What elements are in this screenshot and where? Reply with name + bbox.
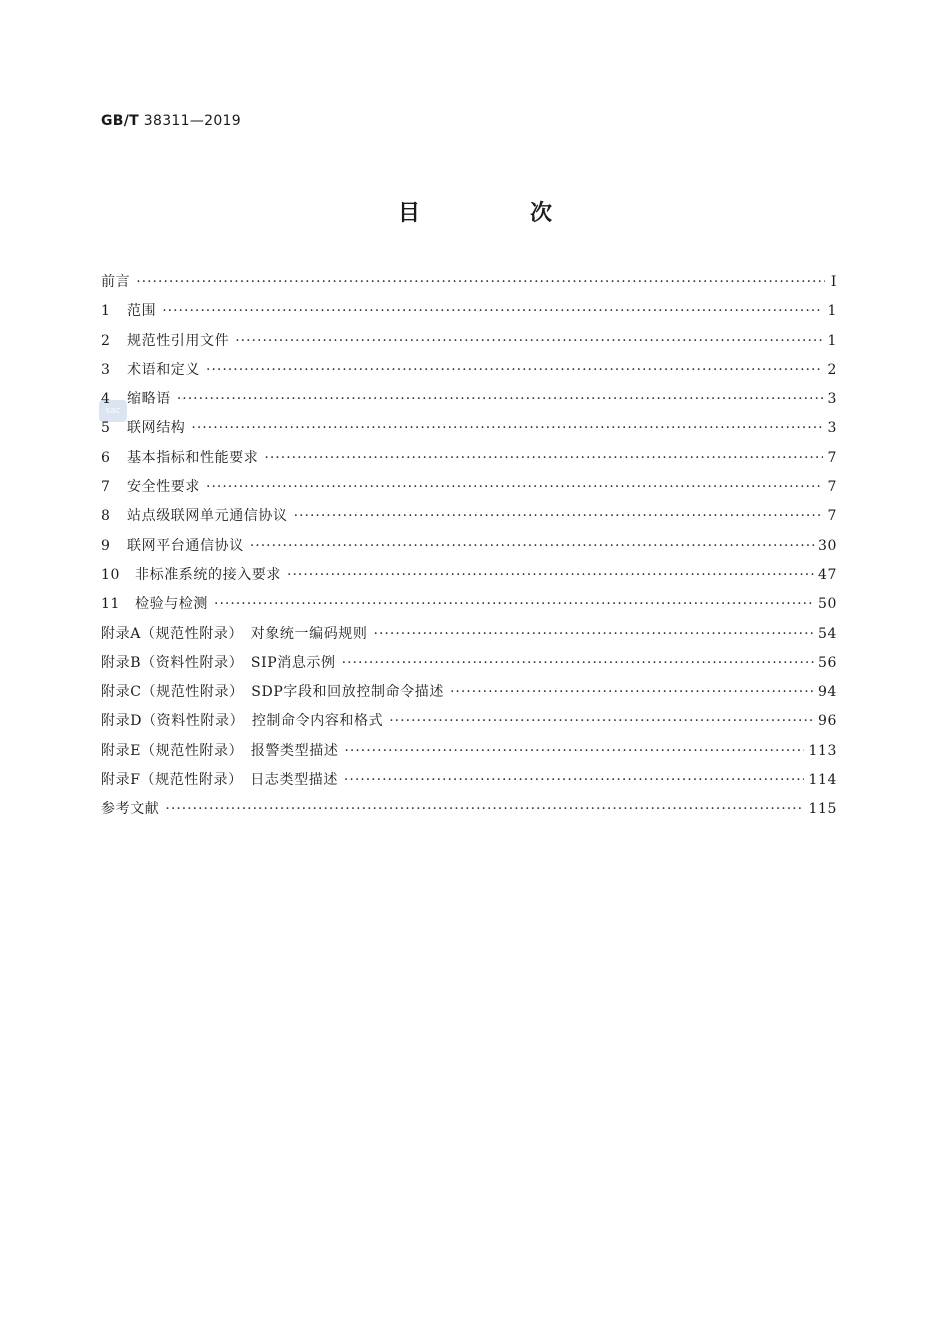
toc-entry[interactable] xyxy=(101,710,837,739)
toc-entry-label: 术语和定义 xyxy=(127,361,200,378)
toc-entry[interactable] xyxy=(101,740,837,769)
toc-leader-dots xyxy=(177,391,824,407)
toc-entry-page: 1 xyxy=(827,303,837,320)
toc-leader-dots xyxy=(264,450,823,466)
toc-leader-dots xyxy=(165,801,804,817)
toc-leader-dots xyxy=(206,362,823,378)
toc-entry-page: Ⅰ xyxy=(830,274,837,290)
toc-entry-number: 5 xyxy=(101,420,111,437)
toc-entry[interactable] xyxy=(101,681,837,710)
toc-entry[interactable] xyxy=(101,769,837,798)
toc-entry-number: 9 xyxy=(101,537,111,554)
toc-entry[interactable] xyxy=(101,271,837,300)
standard-code xyxy=(101,113,241,129)
toc-entry[interactable] xyxy=(101,476,837,505)
toc-entry[interactable] xyxy=(101,623,837,652)
toc-entry-page: 3 xyxy=(827,391,837,408)
toc-entry-page: 1 xyxy=(827,332,837,349)
toc-entry-label: 附录A（规范性附录） 对象统一编码规则 xyxy=(101,625,368,642)
toc-entry-page: 115 xyxy=(808,801,837,818)
toc-entry-label: 附录B（资料性附录） SIP消息示例 xyxy=(101,654,336,671)
toc-entry-label: 基本指标和性能要求 xyxy=(127,449,259,466)
toc-entry-label: 前言 xyxy=(101,274,131,290)
toc-entry[interactable] xyxy=(101,505,837,534)
standard-prefix: GB/T xyxy=(101,113,140,129)
toc-entry[interactable] xyxy=(101,593,837,622)
toc-leader-dots xyxy=(344,743,804,759)
toc-entry-page: 7 xyxy=(827,479,837,496)
toc-leader-dots xyxy=(214,596,814,612)
toc-entry-label: 安全性要求 xyxy=(127,479,200,496)
toc-leader-dots xyxy=(191,420,823,436)
toc-entry-page: 47 xyxy=(817,566,837,583)
toc-entry[interactable] xyxy=(101,535,837,564)
toc-entry[interactable] xyxy=(101,359,837,388)
toc-entry-number: 10 xyxy=(101,566,121,583)
toc-entry-number: 2 xyxy=(101,332,111,349)
toc-entry-number: 1 xyxy=(101,303,111,320)
toc-leader-dots xyxy=(250,538,814,554)
toc-leader-dots xyxy=(206,479,823,495)
table-of-contents xyxy=(101,271,837,828)
toc-entry-label: 检验与检测 xyxy=(135,596,208,613)
toc-entry-label: 参考文献 xyxy=(101,801,160,818)
toc-entry-label: 附录D（资料性附录） 控制命令内容和格式 xyxy=(101,713,384,730)
toc-entry-label: 站点级联网单元通信协议 xyxy=(127,508,288,525)
toc-entry-label: 附录F（规范性附录） 日志类型描述 xyxy=(101,772,338,789)
toc-leader-dots xyxy=(374,626,814,642)
toc-entry-label: 范围 xyxy=(127,303,157,320)
toc-leader-dots xyxy=(136,274,825,290)
toc-entry-page: 113 xyxy=(808,742,837,759)
toc-entry-label: 联网平台通信协议 xyxy=(127,537,244,554)
toc-leader-dots xyxy=(342,655,814,671)
toc-entry-label: 联网结构 xyxy=(127,420,186,437)
toc-leader-dots xyxy=(287,567,814,583)
toc-entry[interactable] xyxy=(101,417,837,446)
toc-entry[interactable] xyxy=(101,300,837,329)
toc-entry-page: 94 xyxy=(817,684,837,701)
toc-entry-page: 7 xyxy=(827,449,837,466)
toc-entry-page: 30 xyxy=(817,537,837,554)
toc-entry-number: 11 xyxy=(101,596,121,613)
toc-entry[interactable] xyxy=(101,388,837,417)
toc-leader-dots xyxy=(235,333,823,349)
toc-leader-dots xyxy=(389,713,814,729)
toc-leader-dots xyxy=(450,684,814,700)
toc-entry-label: 附录C（规范性附录） SDP字段和回放控制命令描述 xyxy=(101,684,444,701)
toc-entry[interactable] xyxy=(101,798,837,827)
page-title: 目 次 xyxy=(397,201,596,226)
toc-leader-dots xyxy=(344,772,805,788)
toc-entry-number: 7 xyxy=(101,479,111,496)
toc-entry[interactable] xyxy=(101,447,837,476)
toc-entry-number: 8 xyxy=(101,508,111,525)
toc-entry-page: 114 xyxy=(808,772,837,789)
toc-entry-page: 54 xyxy=(817,625,837,642)
toc-entry-label: 缩略语 xyxy=(127,391,171,408)
toc-entry[interactable] xyxy=(101,652,837,681)
toc-entry-label: 非标准系统的接入要求 xyxy=(135,566,281,583)
toc-entry[interactable] xyxy=(101,330,837,359)
toc-entry[interactable] xyxy=(101,564,837,593)
toc-leader-dots xyxy=(294,508,824,524)
toc-entry-page: 7 xyxy=(827,508,837,525)
toc-leader-dots xyxy=(162,303,823,319)
toc-entry-number: 6 xyxy=(101,449,111,466)
standard-number: 38311—2019 xyxy=(143,113,241,129)
toc-entry-number: 3 xyxy=(101,361,111,378)
toc-entry-page: 50 xyxy=(817,596,837,613)
toc-entry-label: 附录E（规范性附录） 报警类型描述 xyxy=(101,742,339,759)
toc-entry-page: 3 xyxy=(827,420,837,437)
toc-entry-page: 2 xyxy=(827,361,837,378)
toc-entry-page: 96 xyxy=(817,713,837,730)
toc-entry-page: 56 xyxy=(817,654,837,671)
toc-entry-label: 规范性引用文件 xyxy=(127,332,230,349)
watermark-logo: sac xyxy=(99,400,127,422)
toc-entry-number: 4 xyxy=(101,391,111,408)
